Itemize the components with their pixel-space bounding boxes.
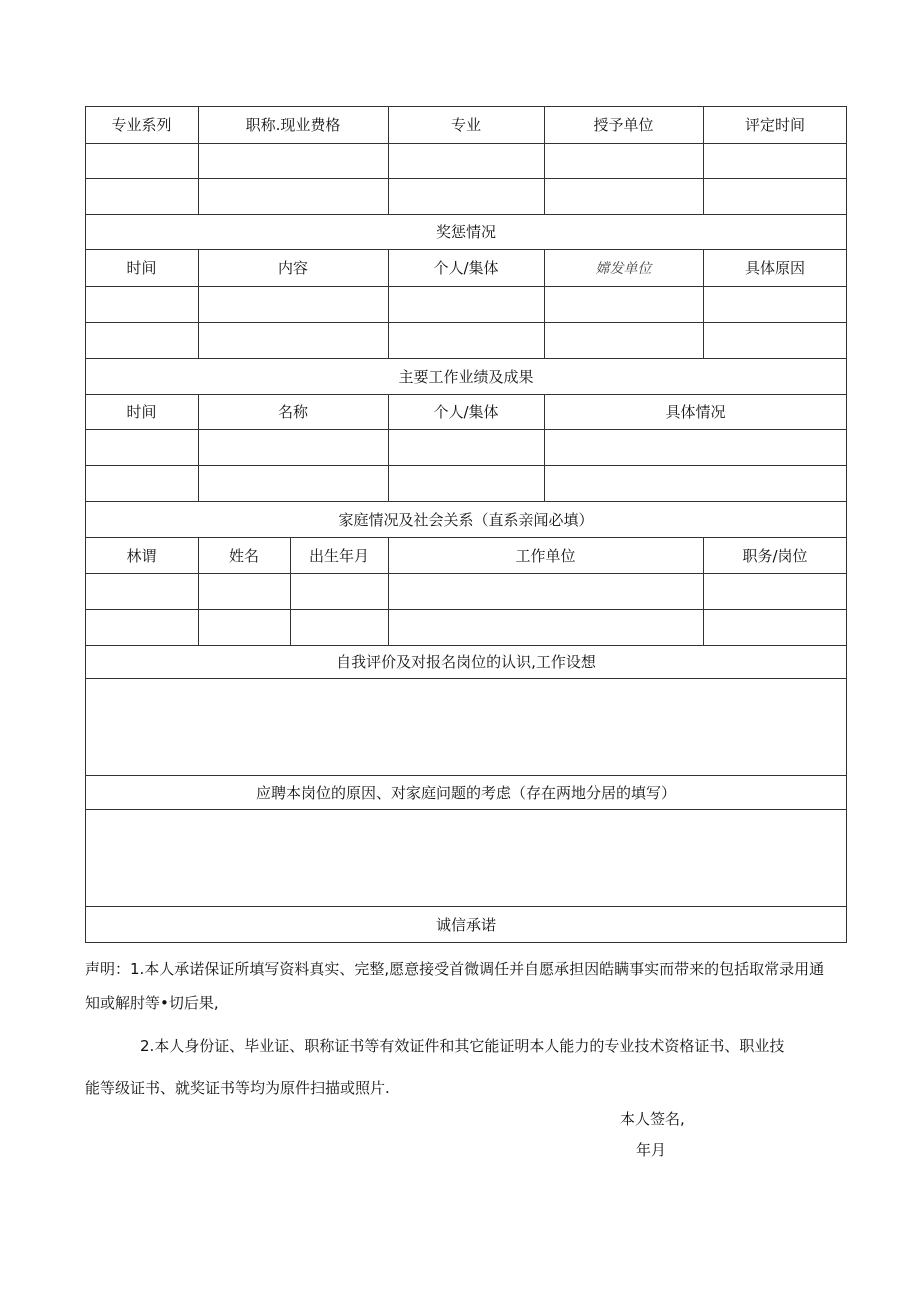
section-title-integrity-pledge: 诚信承诺: [435, 915, 496, 934]
col-header-issuing-unit: 嫦发单位: [595, 260, 652, 277]
col-header-name: 姓名: [228, 546, 259, 565]
col-header-professional-series: 专业系列: [111, 116, 172, 134]
col-header-specific-reason: 具体原因: [744, 259, 805, 277]
declaration-line-2: 知或解肘等•切后果,: [85, 994, 219, 1012]
section-title-awards: 奖惩情况: [435, 223, 496, 241]
col-header-relation: 林谓: [126, 546, 157, 565]
col-header-position: 职务/岗位: [742, 546, 808, 565]
col-header-individual-collective: 个人/集体: [433, 259, 499, 277]
col-header-time: 时间: [126, 259, 157, 277]
declaration-line-3: 2.本人身份证、毕业证、职称证书等有效证件和其它能证明本人能力的专业技术资格证书、职业技: [140, 1037, 785, 1055]
section-title-family: 家庭情况及社会关系（直系亲闻必填）: [338, 510, 594, 529]
col-header-details: 具体情况: [665, 403, 726, 421]
col-header-work-unit: 工作单位: [515, 546, 576, 565]
date-label: 年月: [636, 1141, 667, 1159]
col-header-time: 时间: [126, 403, 157, 421]
col-header-birth-date: 出生年月: [308, 546, 369, 565]
section-title-work-achievements: 主要工作业绩及成果: [398, 367, 534, 386]
application-form-table: [85, 106, 847, 943]
col-header-title-qualification: 职称.现业费格: [245, 116, 341, 134]
col-header-evaluation-date: 评定时间: [744, 116, 805, 134]
section-title-application-reason: 应聘本岗位的原因、对家庭问题的考虑（存在两地分居的填写）: [255, 783, 676, 802]
col-header-individual-collective: 个人/集体: [433, 403, 499, 421]
col-header-name: 名称: [277, 403, 308, 421]
col-header-major: 专业: [450, 116, 481, 134]
declaration-line-4: 能等级证书、就奖证书等均为原件扫描或照片.: [85, 1079, 390, 1097]
declaration-line-1: 声明：1.本人承诺保证所填写资料真实、完整,愿意接受首微调任并自愿承担因皓瞒事实而带来的包括取常录用通: [85, 960, 825, 978]
section-title-self-evaluation: 自我评价及对报名岗位的认识,工作设想: [336, 653, 596, 671]
col-header-content: 内容: [277, 259, 308, 277]
col-header-granting-unit: 授予单位: [593, 116, 654, 134]
signature-label: 本人签名,: [620, 1110, 685, 1128]
